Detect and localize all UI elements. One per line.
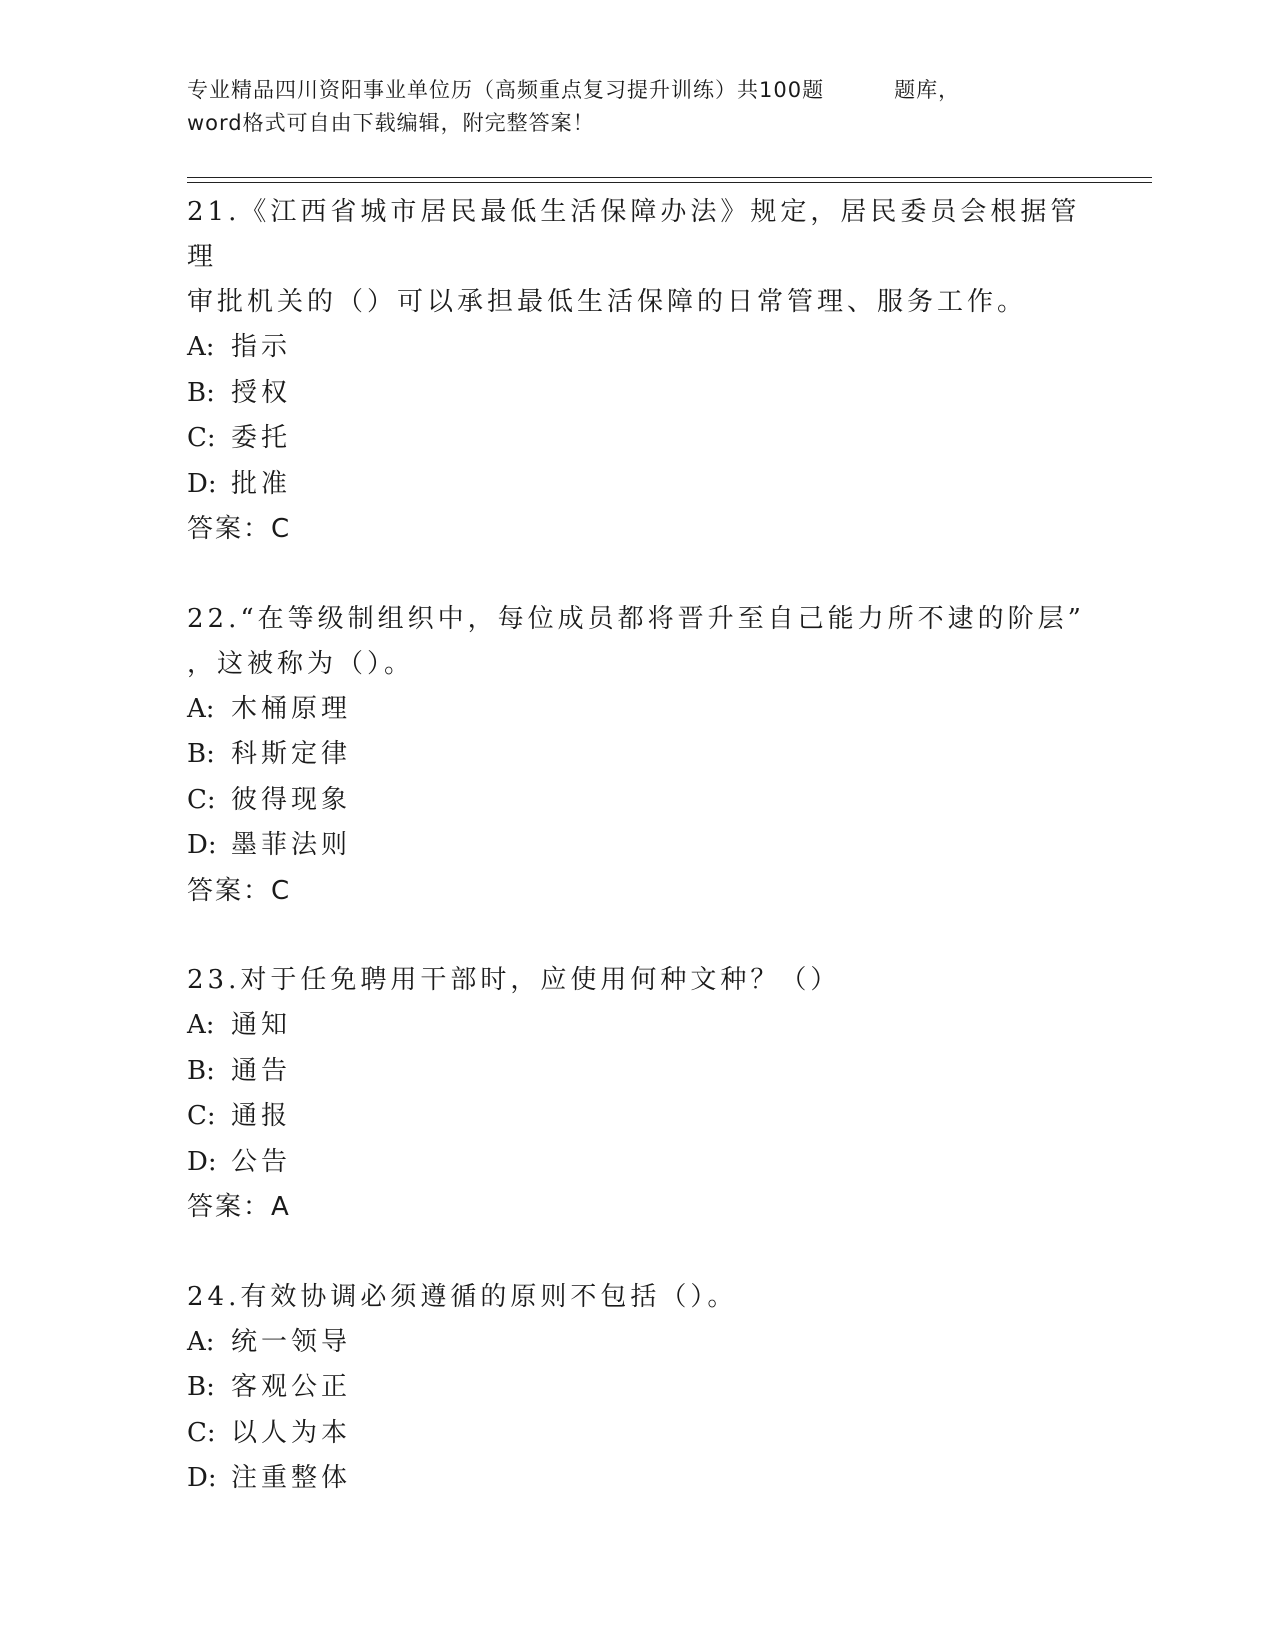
option-d <box>187 823 1087 869</box>
option-text: 以人为本 <box>231 1417 352 1448</box>
option-text: 授权 <box>231 377 292 408</box>
question-stem <box>187 597 1087 687</box>
option-letter: A: <box>187 1326 215 1357</box>
option-b <box>187 371 1087 417</box>
option-text: 委托 <box>231 423 292 453</box>
question-21 <box>187 190 1087 553</box>
option-c <box>187 1094 1087 1140</box>
option-c <box>187 416 1087 462</box>
option-d <box>187 1140 1087 1186</box>
answer-line: 答案：C <box>187 514 292 544</box>
header-title-suffix: 题库， <box>894 78 961 102</box>
option-text: 指示 <box>231 332 292 362</box>
document-header <box>187 74 1087 140</box>
option-letter: A: <box>187 693 215 724</box>
question-stem-line: 24.有效协调必须遵循的原则不包括（）。 <box>187 1281 738 1312</box>
option-a <box>187 1320 1087 1366</box>
option-text: 客观公正 <box>231 1372 352 1402</box>
option-text: 公告 <box>231 1146 292 1177</box>
header-gap <box>824 74 894 107</box>
option-d <box>187 462 1087 508</box>
option-b <box>187 1049 1087 1095</box>
header-line-1 <box>187 74 1087 107</box>
option-text: 墨菲法则 <box>231 830 352 860</box>
option-c <box>187 778 1087 824</box>
option-letter: B: <box>187 739 215 769</box>
header-title: 专业精品四川资阳事业单位历（高频重点复习提升训练）共100题 <box>187 78 825 102</box>
option-letter: D: <box>187 1146 217 1177</box>
option-a <box>187 687 1087 733</box>
option-letter: C: <box>187 423 216 453</box>
option-text: 彼得现象 <box>231 784 352 815</box>
option-letter: C: <box>187 1417 216 1448</box>
answer-line: 答案：C <box>187 875 292 906</box>
option-a <box>187 1003 1087 1049</box>
option-letter: A: <box>187 1010 215 1040</box>
option-text: 通告 <box>231 1055 292 1086</box>
option-letter: D: <box>187 468 217 499</box>
question-stem-line: 23.对于任免聘用干部时，应使用何种文种？（） <box>187 965 841 995</box>
option-text: 批准 <box>231 468 292 499</box>
option-text: 通报 <box>231 1101 292 1131</box>
option-text: 统一领导 <box>231 1326 352 1357</box>
option-a <box>187 325 1087 371</box>
option-letter: D: <box>187 1463 217 1493</box>
question-stem-line: 22.“在等级制组织中，每位成员都将晋升至自己能力所不逮的阶层” <box>187 603 1085 634</box>
option-b <box>187 1365 1087 1411</box>
answer-line: 答案：A <box>187 1192 291 1222</box>
question-stem-line: 审批机关的（）可以承担最低生活保障的日常管理、服务工作。 <box>187 287 1028 317</box>
option-text: 通知 <box>231 1010 292 1040</box>
option-letter: C: <box>187 1101 216 1131</box>
question-stem <box>187 958 1087 1003</box>
option-text: 木桶原理 <box>231 693 352 724</box>
option-letter: C: <box>187 784 216 815</box>
question-list <box>187 190 1087 1546</box>
header-divider-top <box>187 177 1152 178</box>
option-letter: B: <box>187 377 215 408</box>
question-22 <box>187 597 1087 915</box>
question-24 <box>187 1275 1087 1502</box>
option-letter: A: <box>187 332 215 362</box>
option-letter: B: <box>187 1055 215 1086</box>
option-c <box>187 1411 1087 1457</box>
option-text: 科斯定律 <box>231 739 352 769</box>
option-d <box>187 1456 1087 1502</box>
question-stem <box>187 190 1087 325</box>
option-letter: B: <box>187 1372 215 1402</box>
option-b <box>187 732 1087 778</box>
option-letter: D: <box>187 830 217 860</box>
option-text: 注重整体 <box>231 1463 352 1493</box>
header-divider-bottom <box>187 182 1152 183</box>
header-line-2: word格式可自由下载编辑，附完整答案！ <box>187 111 595 135</box>
question-stem <box>187 1275 1087 1320</box>
question-stem-line: ，这被称为（）。 <box>187 648 415 679</box>
question-23 <box>187 958 1087 1231</box>
question-stem-line: 21.《江西省城市居民最低生活保障办法》规定，居民委员会根据管理 <box>187 197 1081 272</box>
